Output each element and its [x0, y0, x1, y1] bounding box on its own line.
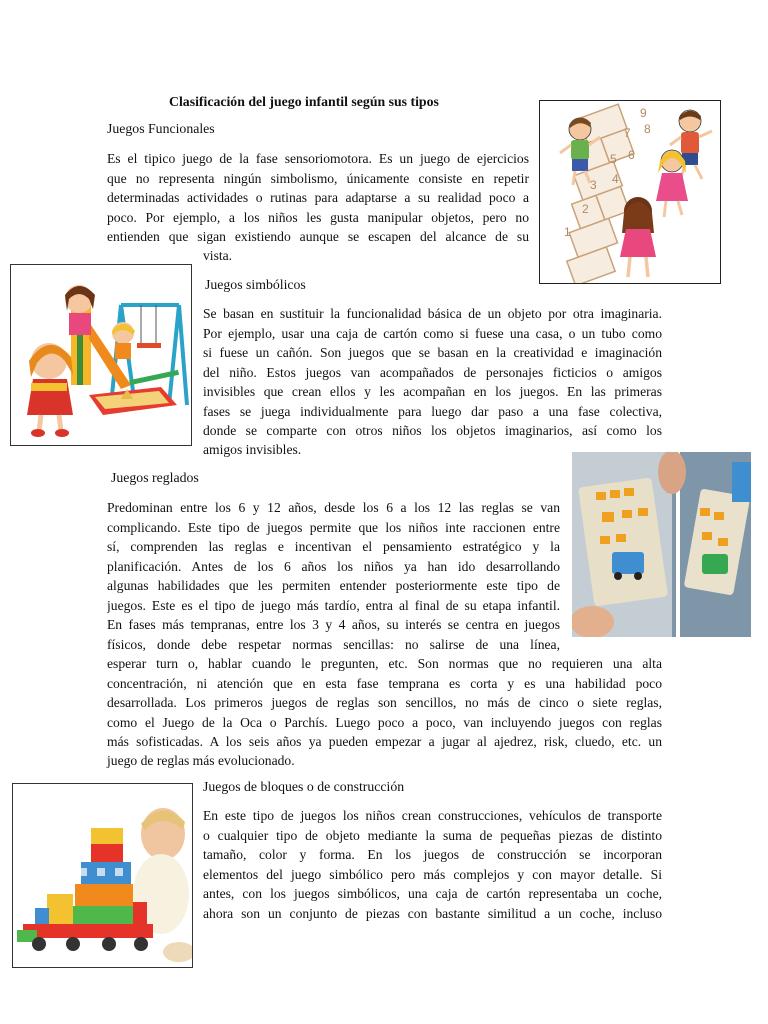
- hopscotch-number: 9: [640, 106, 647, 120]
- hopscotch-image: [539, 100, 721, 284]
- text-line: amigos invisibles.: [203, 442, 302, 457]
- text-line: Se basan en sustituir la funcionalidad básica de un objeto por otra imaginaria.: [203, 306, 662, 321]
- text-line: físicos, donde debe respetar normas sencillas: no salirse de una línea,: [107, 636, 560, 652]
- hopscotch-number: 4: [612, 172, 619, 186]
- text-line: o cualquier tipo de objeto mediante la suma de pequeñas piezas de distinto: [203, 827, 662, 843]
- text-line: complicando. Este tipo de juegos permite que los niños inte raccionen entre: [107, 519, 560, 535]
- text-line: Predominan entre los 6 y 12 años, desde los 6 a los 12 las reglas se van: [107, 500, 560, 515]
- text-line: sí, comprenden las reglas e incentivan el pensamiento estratégico y la: [107, 539, 560, 554]
- text-line: ahora son un conjunto de piezas con bastante similitud a un coche, incluso: [203, 905, 662, 921]
- hopscotch-illustration: [540, 101, 720, 283]
- board-game-image: [572, 452, 751, 637]
- text-line: que no representa ningún simbolismo, únicamente consiste en repetir: [107, 170, 529, 186]
- document-title: Clasificación del juego infantil según sus tipos: [169, 94, 439, 109]
- text-line: poco. Por ejemplo, a los niños les gusta manipular objetos, pero no: [107, 209, 529, 225]
- text-line: juegos. Este es el tipo de juego más tardío, entra al final de su etapa infantil.: [107, 597, 560, 613]
- text-line: entienden que sigan existiendo aunque se escapen del alcance de su: [107, 229, 529, 244]
- heading-juegos-de-bloques: Juegos de bloques o de construcción: [203, 779, 405, 794]
- heading-juegos-funcionales: Juegos Funcionales: [107, 121, 215, 136]
- hopscotch-number: 6: [628, 148, 635, 162]
- text-line: si fuese un cañón. Son juegos que se basan en la creatividad e imaginación: [203, 345, 662, 360]
- text-line: esperar turn o, hablar cuando le pregunten, etc. Son normas que no requieren una alta: [107, 656, 662, 671]
- text-line: algunas habilidades que les permiten entender posteriormente este tipo de: [107, 578, 560, 593]
- text-line: fases se juega individualmente para luego dar paso a una fase colectiva,: [203, 403, 662, 419]
- text-line: tamaño, color y forma. En los juegos de construcción se incorporan: [203, 847, 662, 862]
- building-blocks-image: [12, 783, 193, 968]
- building-blocks-photo: [13, 784, 192, 967]
- text-line: vista.: [203, 248, 233, 263]
- playground-image: [10, 264, 192, 446]
- text-line: planificación. Antes de los 6 años los niños ya han ido desarrollando: [107, 558, 560, 574]
- hopscotch-number: 8: [644, 122, 651, 136]
- text-line: determinadas actividades o rutinas para adaptarse a su realidad poco a: [107, 190, 529, 205]
- text-line: En fases más tempranas, entre los 3 y 4 años, su interés se centra en juegos: [107, 617, 560, 632]
- text-line: elementos del juego simbólico pero más complejos y con mayor detalle. Si: [203, 866, 662, 882]
- heading-juegos-simbolicos: Juegos simbólicos: [205, 277, 306, 292]
- text-line: concentración, ni atención que en esta fase temprana es corta y es una habilidad poco: [107, 675, 662, 691]
- text-line: del niño. Estos juegos van acompañados de personajes ficticios o amigos: [203, 364, 662, 380]
- hopscotch-number: 3: [590, 178, 597, 192]
- text-line: desarrollada. Los primeros juegos de reglas son sencillos, no más de cinco o siete reglas,: [107, 695, 662, 710]
- hopscotch-number: 1: [564, 225, 571, 239]
- text-line: Es el tipico juego de la fase sensoriomotora. Es un juego de ejercicios: [107, 151, 529, 166]
- text-line: juego de reglas más evolucionado.: [107, 753, 295, 768]
- text-line: En este tipo de juegos los niños crean construcciones, vehículos de transporte: [203, 808, 662, 823]
- heading-juegos-reglados: Juegos reglados: [111, 470, 199, 485]
- playground-illustration: [11, 265, 191, 445]
- text-line: Por ejemplo, usar una caja de cartón como si fuese una casa, o un tubo como: [203, 325, 662, 341]
- text-line: antes, con los juegos simbólicos, una caja de cartón representaba un coche,: [203, 886, 662, 901]
- text-line: donde se comparte con otros niños los objetos imaginarios, así como los: [203, 423, 662, 438]
- text-line: invisibles que crean ellos y les acompañan en los juegos. En las primeras: [203, 384, 662, 399]
- hopscotch-number: 2: [582, 202, 589, 216]
- board-game-photo: [572, 452, 751, 637]
- hopscotch-number: 5: [610, 152, 617, 166]
- text-line: como el Juego de la Oca o Parchís. Luego poco a poco, van incluyendo juegos con reglas: [107, 714, 662, 730]
- text-line: más sofisticadas. A los seis años ya pueden empezar a jugar al ajedrez, risk, cluedo, etc. un: [107, 734, 662, 749]
- hopscotch-number: 7: [624, 126, 631, 140]
